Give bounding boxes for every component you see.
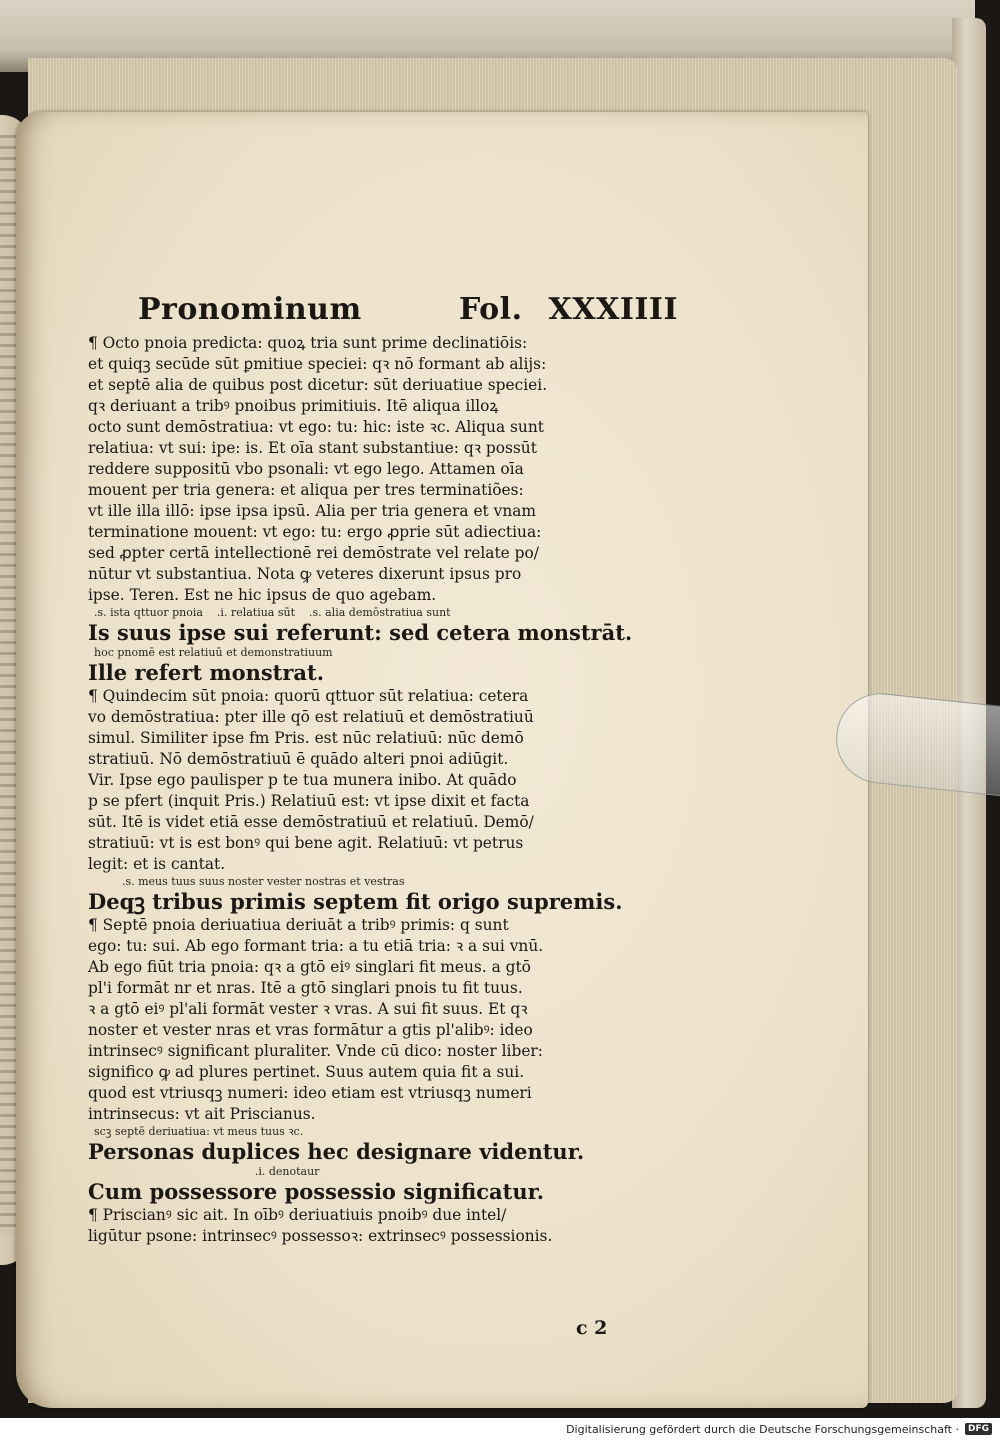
text-line: sed ꝓpter certā intellectionē rei demōstrate vel relate po/: [88, 544, 539, 562]
verse-line: Deqꝫ tribus primis septem fit origo supremis.: [88, 889, 623, 914]
text-line: ipse. Teren. Est ne hic ipsus de quo agebam.: [88, 586, 437, 604]
verse-line: Cum possessore possessio significatur.: [88, 1179, 545, 1204]
text-line: vo demōstratiua: pter ille qō est relatiuū et demōstratiuū: [88, 708, 534, 726]
text-line: significo ꝙ ad plures pertinet. Suus autem quia fit a sui.: [88, 1063, 525, 1081]
footer-bar: [0, 1418, 1000, 1440]
text-blocks: [88, 333, 678, 1247]
text-line: ¶ Quindecim sūt pnoia: quorū qttuor sūt relatiua: cetera: [88, 687, 529, 705]
funding-note: Digitalisierung gefördert durch die Deutsche Forschungsgemeinschaft ·: [566, 1422, 959, 1436]
text-line: et quiqꝫ secūde sūt ꝑmitiue speciei: qꝛ nō formant ab alijs:: [88, 355, 547, 373]
text-line: ego: tu: sui. Ab ego formant tria: a tu etiā tria: ꝛ a sui vnū.: [88, 937, 544, 955]
text-line: quod est vtriusqꝫ numeri: ideo etiam est vtriusqꝫ numeri: [88, 1084, 532, 1102]
text-line: pl'i formāt nr et nras. Itē a gtō singlari pnois tu fit tuus.: [88, 979, 523, 997]
text-line: stratiuū: vt is est bonꝰ qui bene agit. Relatiuū: vt petrus: [88, 834, 524, 852]
gloss-line: .s. meus tuus suus noster vester nostras et vestras: [94, 875, 405, 888]
book-page: [16, 112, 868, 1408]
verse-line: Personas duplices hec designare videntur.: [88, 1139, 585, 1164]
text-line: nūtur vt substantiua. Nota ꝙ veteres dixerunt ipsus pro: [88, 565, 522, 583]
folio-label: Fol.: [459, 292, 523, 327]
text-line: ligūtur psone: intrinsecꝰ possessoꝛ: extrinsecꝰ possessionis.: [88, 1227, 553, 1245]
dfg-logo-icon: DFG: [965, 1423, 992, 1435]
text-line: qꝛ deriuant a tribꝰ pnoibus primitiuis. Itē aliqua illoꝝ: [88, 397, 499, 415]
prose-paragraph: [88, 1205, 678, 1247]
prose-paragraph: [88, 915, 678, 1125]
text-block: [88, 292, 678, 1247]
text-line: Ab ego fiūt tria pnoia: qꝛ a gtō eiꝰ singlari fit meus. a gtō: [88, 958, 531, 976]
text-line: terminatione mouent: vt ego: tu: ergo ꝓprie sūt adiectiua:: [88, 523, 542, 541]
text-line: relatiua: vt sui: ipe: is. Et oīa stant substantiue: qꝛ possūt: [88, 439, 537, 457]
verse-line: Is suus ipse sui referunt: sed cetera monstrāt.: [88, 620, 633, 645]
text-line: sūt. Itē is videt etiā esse demōstratiuū et relatiuū. Demō/: [88, 813, 534, 831]
text-line: mouent per tria genera: et aliqua per tres terminatiões:: [88, 481, 524, 499]
gloss-line: hoc pnomē est relatiuū et demonstratiuum: [94, 646, 333, 659]
prose-paragraph: [88, 686, 678, 875]
text-line: intrinsecus: vt ait Priscianus.: [88, 1105, 316, 1123]
gloss-line: .i. denotaur: [94, 1165, 320, 1178]
text-line: reddere suppositū vbo psonali: vt ego lego. Attamen oīa: [88, 460, 524, 478]
text-line: ¶ Priscianꝰ sic ait. In oībꝰ deriuatiuis pnoibꝰ due intel/: [88, 1206, 507, 1224]
text-line: legit: et is cantat.: [88, 855, 226, 873]
page-header: [138, 292, 678, 327]
text-line: p se pfert (inquit Pris.) Relatiuū est: vt ipse dixit et facta: [88, 792, 530, 810]
text-line: stratiuū. Nō demōstratiuū ē quādo alteri pnoi adiūgit.: [88, 750, 509, 768]
text-line: octo sunt demōstratiua: vt ego: tu: hic: iste ꝛc. Aliqua sunt: [88, 418, 544, 436]
text-line: simul. Similiter ipse fm Pris. est nūc relatiuū: nūc demō: [88, 729, 524, 747]
text-line: ꝛ a gtō eiꝰ pl'ali formāt vester ꝛ vras. A sui fit suus. Et qꝛ: [88, 1000, 528, 1018]
gloss-line: .s. ista qttuor pnoia .i. relatiua sūt .s. alia demōstratiua sunt: [94, 606, 451, 619]
signature-mark: c 2: [576, 1317, 608, 1339]
text-line: et septē alia de quibus post dicetur: sūt deriuatiue speciei.: [88, 376, 548, 394]
text-line: intrinsecꝰ significant pluraliter. Vnde cū dico: noster liber:: [88, 1042, 543, 1060]
folio-number: XXXIIII: [548, 292, 678, 327]
verse-line: Ille refert monstrat.: [88, 660, 325, 685]
text-line: Vir. Ipse ego paulisper p te tua munera inibo. At quādo: [88, 771, 517, 789]
text-line: ¶ Octo pnoia predicta: quoꝝ tria sunt prime declinatiōis:: [88, 334, 528, 352]
text-line: noster et vester nras et vras formātur a gtis pl'alibꝰ: ideo: [88, 1021, 533, 1039]
prose-paragraph: [88, 333, 678, 606]
text-line: ¶ Septē pnoia deriuatiua deriuāt a tribꝰ primis: q sunt: [88, 916, 509, 934]
text-line: vt ille illa illō: ipse ipsa ipsū. Alia per tria genera et vnam: [88, 502, 537, 520]
running-head: Pronominum: [138, 292, 362, 327]
gloss-line: scꝫ septē deriuatiua: vt meus tuus ꝛc.: [94, 1125, 304, 1138]
folio: [459, 292, 678, 327]
